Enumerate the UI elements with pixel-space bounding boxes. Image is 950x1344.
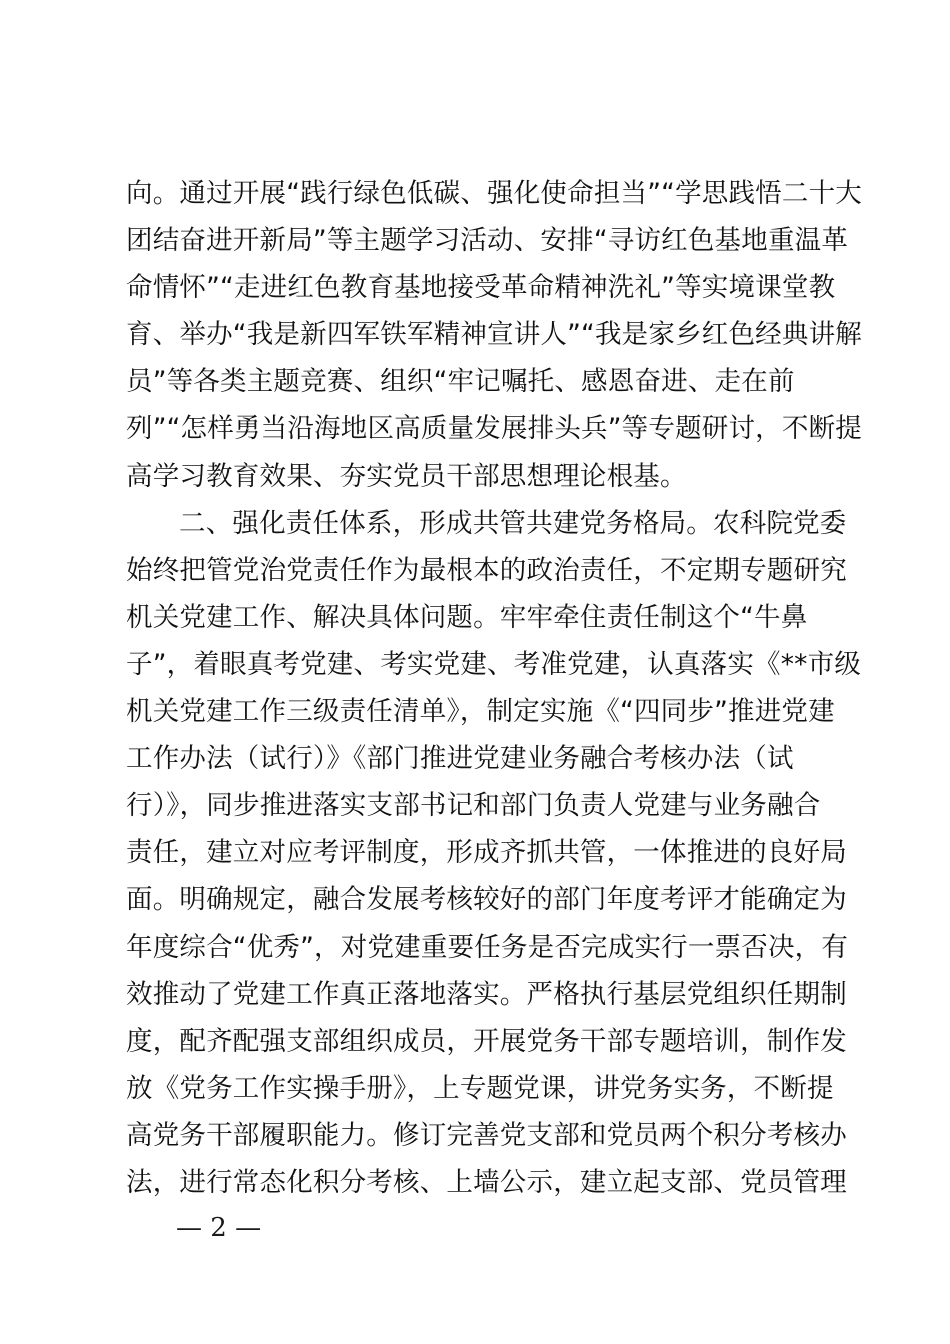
- page-number: — 2 —: [176, 1213, 262, 1243]
- text-line: 高学习教育效果、夯实党员干部思想理论根基。: [126, 460, 687, 492]
- text-line: 行）》，同步推进落实支部书记和部门负责人党建与业务融合: [126, 790, 821, 822]
- text-line: 机关党建工作、解决具体问题。牢牢牵住责任制这个“牛鼻: [126, 601, 808, 633]
- text-line: 高党务干部履职能力。修订完善党支部和党员两个积分考核办: [126, 1119, 847, 1151]
- text-line: 机关党建工作三级责任清单》，制定实施《“四同步”推进党建: [126, 696, 835, 728]
- text-line: 法，进行常态化积分考核、上墙公示，建立起支部、党员管理: [126, 1166, 847, 1198]
- text-line: 度，配齐配强支部组织成员，开展党务干部专题培训，制作发: [126, 1025, 847, 1057]
- text-line: 列”“怎样勇当沿海地区高质量发展排头兵”等专题研讨，不断提: [126, 413, 862, 445]
- text-line: 效推动了党建工作真正落地落实。严格执行基层党组织任期制: [126, 978, 847, 1010]
- text-line: 工作办法（试行）》《部门推进党建业务融合考核办法（试: [126, 743, 794, 775]
- text-line: 放《党务工作实操手册》，上专题党课，讲党务实务，不断提: [126, 1072, 834, 1104]
- text-line: 向。通过开展“践行绿色低碳、强化使命担当”“学思践悟二十大: [126, 178, 862, 209]
- body-text: [126, 170, 862, 1206]
- text-line: 团结奋进开新局”等主题学习活动、安排“寻访红色基地重温革: [126, 225, 849, 257]
- text-line: 命情怀”“走进红色教育基地接受革命精神洗礼”等实境课堂教: [126, 272, 836, 304]
- text-line: 子”，着眼真考党建、考实党建、考准党建，认真落实《**市级: [126, 648, 862, 680]
- text-line: 员”等各类主题竞赛、组织“牢记嘱托、感恩奋进、走在前: [126, 366, 795, 398]
- text-line: 始终把管党治党责任作为最根本的政治责任，不定期专题研究: [126, 554, 847, 586]
- text-line: 育、举办“我是新四军铁军精神宣讲人”“我是家乡红色经典讲解: [126, 319, 862, 351]
- text-line: 面。明确规定，融合发展考核较好的部门年度考评才能确定为: [126, 884, 847, 916]
- section-heading-line: 二、强化责任体系，形成共管共建党务格局。农科院党委: [179, 507, 847, 539]
- text-line: 年度综合“优秀”，对党建重要任务是否完成实行一票否决，有: [126, 931, 849, 963]
- text-line: 责任，建立对应考评制度，形成齐抓共管，一体推进的良好局: [126, 837, 847, 869]
